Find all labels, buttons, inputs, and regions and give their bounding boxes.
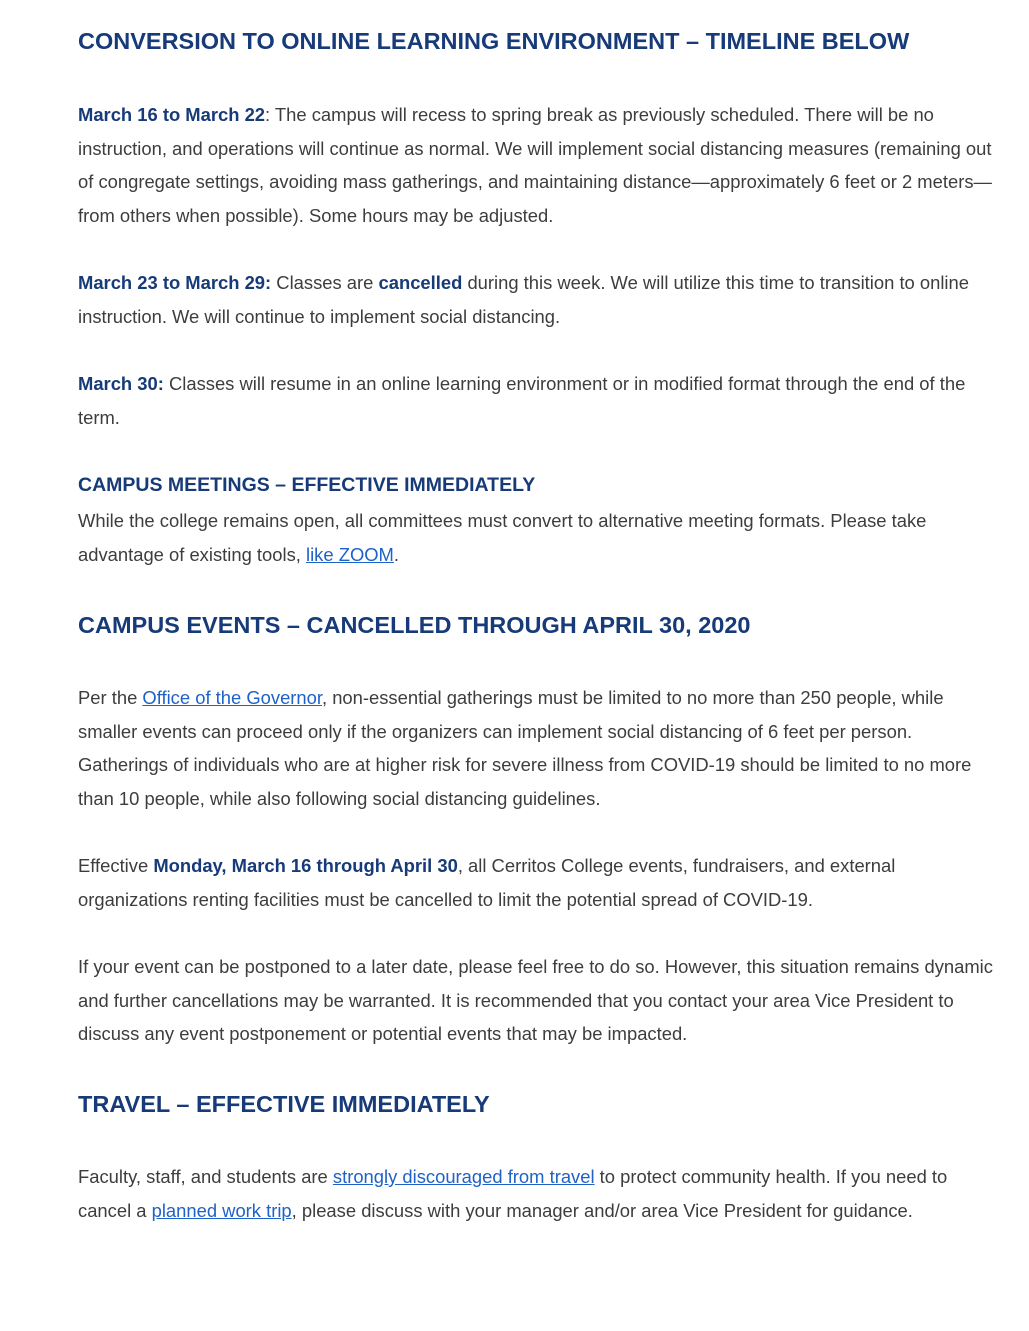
paragraph-text: during this week. We will utilize this time to transition to online instruction. We will continue to implement social distancing. bbox=[78, 272, 969, 327]
paragraph-text: Faculty, staff, and students are bbox=[78, 1166, 333, 1187]
date-label: March 16 to March 22 bbox=[78, 104, 266, 125]
emphasis-text: Monday, March 16 through April 30 bbox=[153, 855, 458, 876]
paragraph-text: , all Cerritos College events, fundraisers, and external organizations renting facilities must be cancelled to limit the potential spread of COVID-19. bbox=[78, 855, 896, 910]
discouraged-travel-link[interactable]: strongly discouraged from travel bbox=[332, 1166, 595, 1187]
meetings-paragraph bbox=[78, 504, 993, 571]
paragraph-text: . bbox=[393, 543, 399, 565]
paragraph-text: to protect community health. If you need to cancel a bbox=[78, 1166, 948, 1221]
timeline-paragraph-cancelled-week bbox=[78, 266, 993, 333]
events-paragraph-postpone bbox=[78, 950, 993, 1051]
paragraph-text: If your event can be postponed to a later date, please feel free to do so. However, this situation remains dynamic and further cancellations may be warranted. It is recommended that you contact your area Vice President to discuss any event postponement or potential events that may be impacted. bbox=[78, 956, 993, 1045]
paragraph-text: While the college remains open, all committees must convert to alternative meeting formats. Please take advantage of existing tools, bbox=[78, 510, 927, 565]
paragraph-text: , non-essential gatherings must be limited to no more than 250 people, while smaller events can proceed only if the organizers can implement social distancing of 6 feet per person. Gatherings of individuals who are at higher risk for severe illness from COVID-19 should be limited to no more than 10 people, while also following social distancing guidelines. bbox=[78, 687, 972, 809]
paragraph-text: Classes are bbox=[271, 272, 379, 293]
paragraph-text: Effective bbox=[78, 855, 154, 876]
heading-meetings: CAMPUS MEETINGS – EFFECTIVE IMMEDIATELY bbox=[78, 474, 536, 496]
paragraph-text: : The campus will recess to spring break as previously scheduled. There will be no instruction, and operations will continue as normal. We will implement social distancing measures (remaining out of congregate settings, avoiding mass gatherings, and maintaining distance—approximately 6 feet or 2 meters—from others when possible). Some hours may be adjusted. bbox=[78, 104, 992, 226]
paragraph-text: Per the bbox=[78, 687, 143, 708]
heading-travel: TRAVEL – EFFECTIVE IMMEDIATELY bbox=[78, 1091, 490, 1117]
date-label: March 30: bbox=[78, 373, 164, 394]
timeline-paragraph-spring-break bbox=[78, 98, 993, 232]
heading-events: CAMPUS EVENTS – CANCELLED THROUGH APRIL 30, 2020 bbox=[78, 612, 751, 638]
timeline-paragraph-resume bbox=[78, 367, 993, 434]
paragraph-text: , please discuss with your manager and/or area Vice President for guidance. bbox=[291, 1199, 913, 1221]
governor-link[interactable]: Office of the Governor bbox=[142, 687, 322, 708]
emphasis-text: cancelled bbox=[378, 272, 463, 293]
paragraph-text: Classes will resume in an online learning environment or in modified format through the end of the term. bbox=[78, 373, 966, 428]
date-label: March 23 to March 29: bbox=[78, 272, 272, 293]
travel-paragraph bbox=[78, 1160, 993, 1227]
events-paragraph-governor bbox=[78, 681, 993, 815]
planned-work-trip-link[interactable]: planned work trip bbox=[151, 1199, 292, 1221]
zoom-link[interactable]: like ZOOM bbox=[306, 543, 394, 565]
events-paragraph-effective bbox=[78, 849, 993, 916]
heading-conversion: CONVERSION TO ONLINE LEARNING ENVIRONMENT – TIMELINE BELOW bbox=[78, 28, 910, 54]
